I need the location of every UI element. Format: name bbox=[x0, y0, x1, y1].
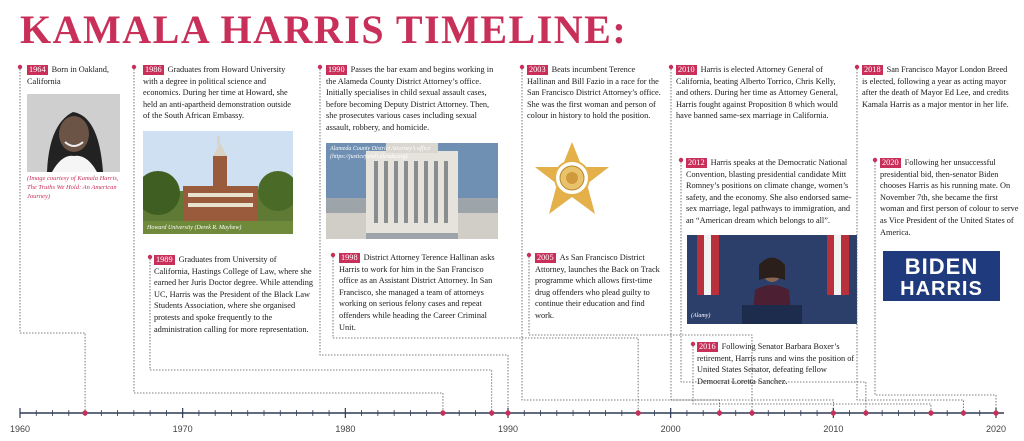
year-badge: 2016 bbox=[699, 342, 716, 351]
event-2010 bbox=[676, 64, 838, 122]
year-badge: 2018 bbox=[864, 65, 881, 74]
howard-photo-caption: Howard University (Derek R. Mayhew) bbox=[147, 225, 242, 231]
axis-marker bbox=[928, 410, 933, 415]
event-text: Following her unsuccessful presidential bid, then-senator Biden chooses Harris as his running mate. On November 7th, she became the first woman and first person of colour to serve as Vice President of the United States of America. bbox=[880, 158, 1019, 237]
event-dot bbox=[18, 65, 22, 69]
event-dot bbox=[855, 65, 859, 69]
year-badge: 1964 bbox=[29, 65, 46, 74]
axis-marker bbox=[831, 410, 836, 415]
event-2005 bbox=[535, 252, 665, 322]
axis-tick-label: 2000 bbox=[660, 424, 681, 434]
district-attorney-badge bbox=[531, 140, 613, 220]
event-text: San Francisco Mayor London Breed is elected, following a year as acting mayor after the death of Mayor Ed Lee, and credits Kamala Harris as a major mentor in her life. bbox=[862, 65, 1009, 109]
year-badge: 2005 bbox=[537, 253, 554, 262]
event-text: Following Senator Barbara Boxer’s retirement, Harris runs and wins the position of United States Senator, defeating fellow Democrat Loretta Sanchez. bbox=[697, 342, 855, 386]
axis-tick-label: 1990 bbox=[498, 424, 519, 434]
axis-tick-label: 2010 bbox=[823, 424, 844, 434]
event-dot bbox=[331, 253, 335, 257]
event-text: Born in Oakland, California bbox=[27, 65, 109, 86]
year-badge: 2012 bbox=[688, 158, 705, 167]
axis-marker bbox=[863, 410, 868, 415]
year-badge: 1989 bbox=[156, 255, 173, 264]
event-1990 bbox=[326, 64, 496, 134]
event-dot bbox=[148, 255, 152, 259]
child-photo-caption: (Image courtesy of Kamala Harris, The Truths We Hold: An American Journey) bbox=[27, 175, 119, 200]
event-text: Harris is elected Attorney General of California, beating Alberto Torrico, Chris Kelly, and others. During her time as Attorney General, Harris fought against Proposition 8 which would have banned same-sex marriage in California. bbox=[676, 65, 838, 121]
event-1986 bbox=[143, 64, 293, 122]
event-dot bbox=[520, 65, 524, 69]
event-dot bbox=[679, 158, 683, 162]
event-1964 bbox=[27, 64, 122, 87]
event-text: As San Francisco District Attorney, launches the Back on Track programme which allows first-time drug offenders who plead guilty to continue their education and find work. bbox=[535, 253, 660, 320]
axis-tick-label: 2020 bbox=[986, 424, 1007, 434]
event-1989 bbox=[154, 254, 314, 335]
event-dot bbox=[527, 253, 531, 257]
year-badge: 2010 bbox=[678, 65, 695, 74]
event-dot bbox=[318, 65, 322, 69]
year-badge: 1990 bbox=[328, 65, 345, 74]
axis-marker bbox=[505, 410, 510, 415]
howard-photo bbox=[143, 131, 293, 234]
convention-photo bbox=[687, 235, 857, 324]
event-text: Passes the bar exam and begins working in the Alameda County District Attorney’s office. Initially specialises in child sexual assault cases, before becoming Deputy District Attorney. Then, she prosecutes various cases including sexual assault, robbery, and homicide. bbox=[326, 65, 494, 132]
axis-marker bbox=[440, 410, 445, 415]
alameda-photo-caption: Alameda County District Attorney’s office (https://justiceforall.alcoda.org) bbox=[330, 146, 431, 160]
axis-marker bbox=[993, 410, 998, 415]
biden-harris-logo bbox=[883, 251, 1000, 301]
event-2020 bbox=[880, 157, 1020, 238]
event-text: District Attorney Terence Hallinan asks Harris to work for him in the San Francisco office as an Assistant District Attorney. In San Francisco, she managed a team of attorneys working on serious felony cases and repeat offenders while heading the Career Criminal Unit. bbox=[339, 253, 495, 332]
child-photo bbox=[27, 94, 120, 172]
event-text: Harris speaks at the Democratic National Convention, blasting presidential candidate Mitt Romney’s positions on climate change, women’s safety, and the economy. She also endorsed same-sex marriage, legal pathways to immigration, and an “American dream which belongs to all”. bbox=[686, 158, 852, 225]
logo-line-1: BIDEN bbox=[904, 254, 979, 279]
event-text: Graduates from Howard University with a degree in political science and economics. During her time at Howard, she held an anti-apartheid demonstration outside of the South African Embassy. bbox=[143, 65, 291, 121]
event-dot bbox=[669, 65, 673, 69]
year-badge: 2003 bbox=[529, 65, 546, 74]
axis-marker bbox=[717, 410, 722, 415]
event-2016 bbox=[697, 341, 859, 387]
year-badge: 1998 bbox=[341, 253, 358, 262]
axis-marker bbox=[489, 410, 494, 415]
axis-tick-label: 1980 bbox=[335, 424, 356, 434]
event-text: Graduates from University of California, Hastings College of Law, where she earned her Juris Doctor degree. While attending UC, Harris was the President of the Black Law Students Association, where she organised protests and spoke frequently to the administration calling for more representation. bbox=[154, 255, 314, 334]
axis-marker bbox=[749, 410, 754, 415]
event-1998 bbox=[339, 252, 499, 333]
axis-marker bbox=[961, 410, 966, 415]
axis-ticks bbox=[20, 408, 996, 418]
year-badge: 2020 bbox=[882, 158, 899, 167]
connector-line bbox=[857, 66, 963, 413]
event-2018 bbox=[862, 64, 1012, 110]
event-dot bbox=[873, 158, 877, 162]
year-badge: 1986 bbox=[145, 65, 162, 74]
event-2012 bbox=[686, 157, 858, 227]
convention-photo-caption: (Alamy) bbox=[691, 313, 711, 319]
event-dot bbox=[691, 342, 695, 346]
page-title: KAMALA HARRIS TIMELINE: bbox=[20, 7, 628, 52]
axis-marker bbox=[636, 410, 641, 415]
event-2003 bbox=[527, 64, 665, 122]
event-text: Beats incumbent Terence Hallinan and Bill Fazio in a race for the San Francisco District Attorney’s office. She was the first woman and person of colour in history to hold the position. bbox=[527, 65, 661, 121]
axis-tick-label: 1970 bbox=[172, 424, 193, 434]
axis-tick-label: 1960 bbox=[10, 424, 31, 434]
logo-line-2: HARRIS bbox=[900, 278, 983, 300]
event-dot bbox=[132, 65, 136, 69]
axis-marker bbox=[82, 410, 87, 415]
